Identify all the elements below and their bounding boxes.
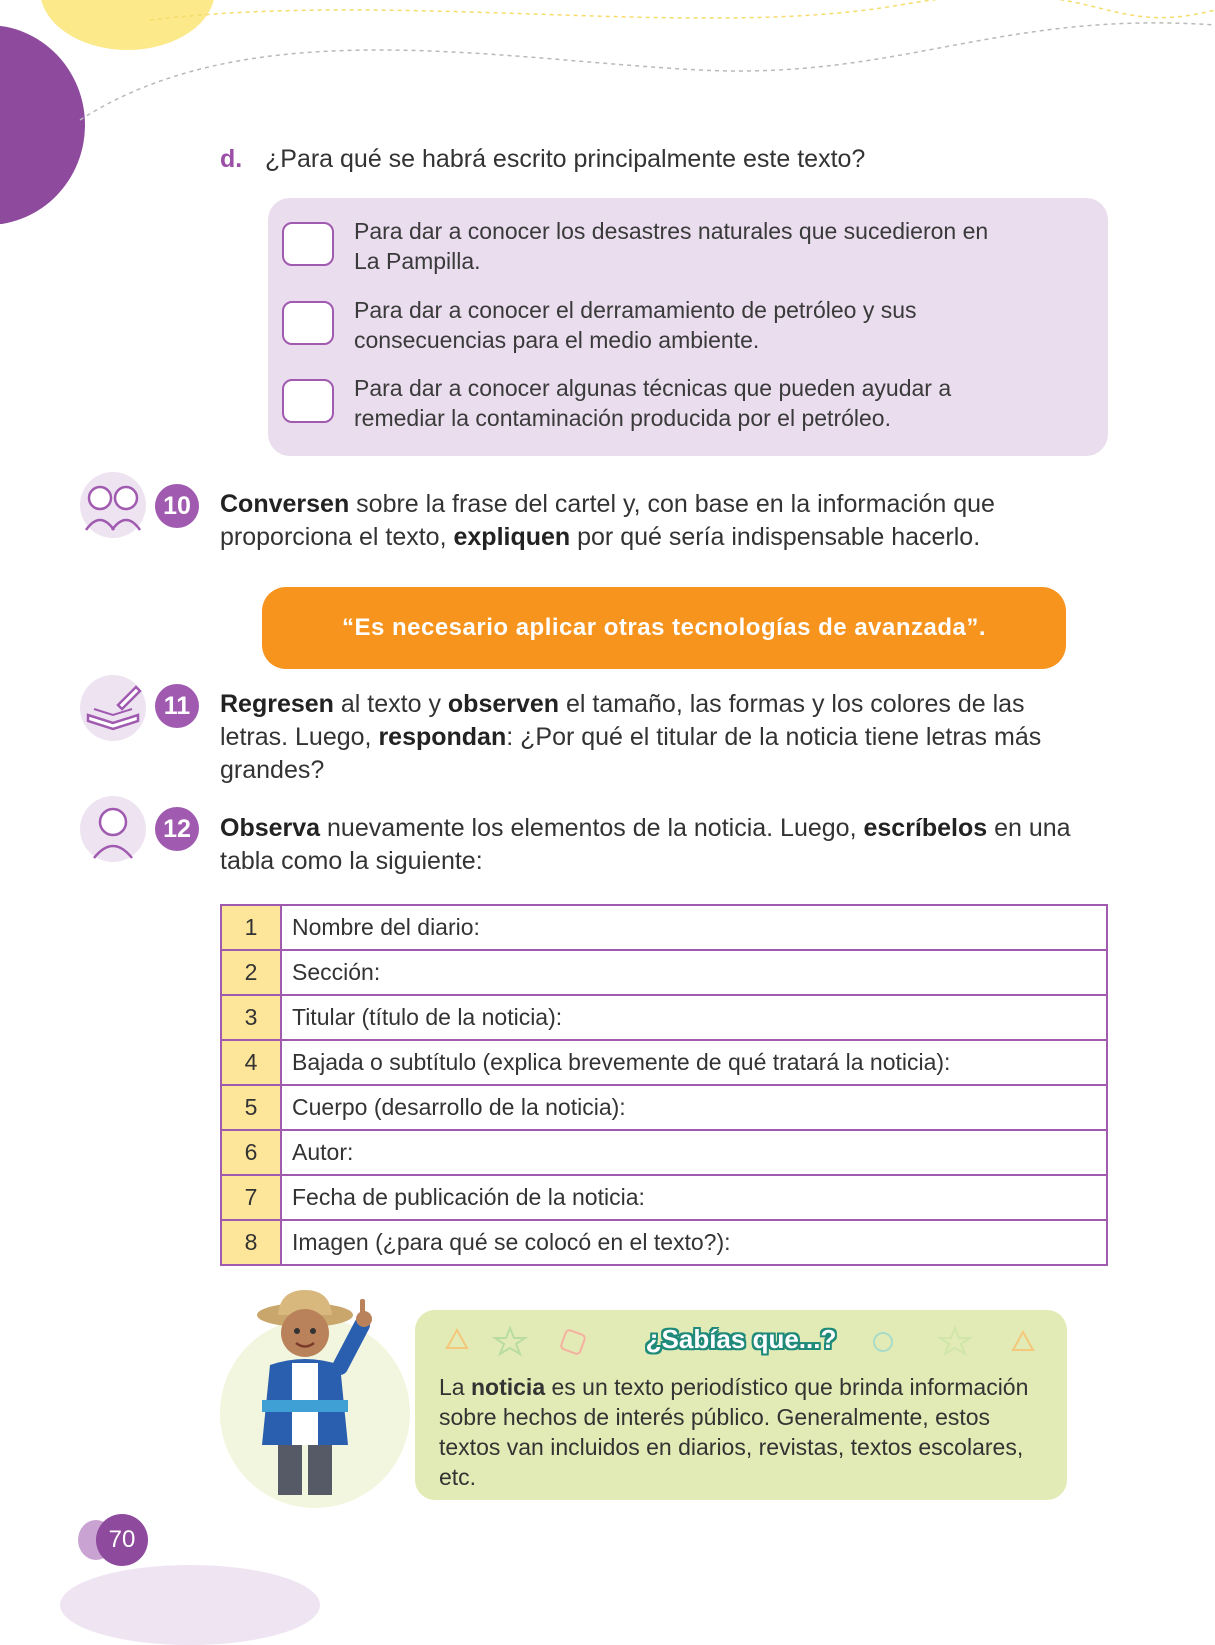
page-number: 70 (96, 1514, 148, 1566)
decor-dashed-curves (0, 0, 1215, 130)
table-row (221, 1220, 1107, 1265)
row-number: 1 (221, 905, 281, 950)
row-number: 7 (221, 1175, 281, 1220)
did-you-know-text: La noticia es un texto periodístico que brinda información sobre hechos de interés público. Generalmente, estos textos van incluidos en diarios, revistas, textos escolares, etc. (439, 1374, 1029, 1490)
table-row (221, 950, 1107, 995)
row-label[interactable]: Bajada o subtítulo (explica brevemente de qué tratará la noticia): (281, 1040, 1107, 1085)
individual-work-icon (80, 796, 146, 862)
table-row (221, 1040, 1107, 1085)
row-number: 3 (221, 995, 281, 1040)
activity-number-11: 11 (155, 684, 199, 728)
table-row (221, 1175, 1107, 1220)
activity-12-text: Observa nuevamente los elementos de la noticia. Luego, escríbelos en una tabla como la siguiente: (220, 814, 1071, 875)
checkbox-option-2[interactable] (282, 301, 334, 345)
option-2[interactable] (282, 295, 1082, 365)
question-text: ¿Para qué se habrá escrito principalmente este texto? (265, 145, 866, 173)
row-label[interactable]: Titular (título de la noticia): (281, 995, 1107, 1040)
row-number: 6 (221, 1130, 281, 1175)
row-number: 8 (221, 1220, 281, 1265)
did-you-know-box (415, 1310, 1067, 1500)
row-label[interactable]: Fecha de publicación de la noticia: (281, 1175, 1107, 1220)
checkbox-option-3[interactable] (282, 379, 334, 423)
row-label[interactable]: Imagen (¿para qué se colocó en el texto?): (281, 1220, 1107, 1265)
option-1-text: Para dar a conocer los desastres naturales que sucedieron en La Pampilla. (354, 218, 989, 274)
kid-illustration (240, 1285, 390, 1505)
row-label[interactable]: Cuerpo (desarrollo de la noticia): (281, 1085, 1107, 1130)
option-3-text: Para dar a conocer algunas técnicas que pueden ayudar a remediar la contaminación producida por el petróleo. (354, 375, 952, 431)
option-3[interactable] (282, 373, 1082, 443)
checkbox-option-1[interactable] (282, 222, 334, 266)
row-number: 4 (221, 1040, 281, 1085)
news-elements-table (220, 904, 1108, 1266)
option-1[interactable] (282, 216, 1082, 286)
pair-work-icon (80, 472, 146, 538)
activity-number-12: 12 (155, 807, 199, 851)
option-2-text: Para dar a conocer el derramamiento de petróleo y sus consecuencias para el medio ambiente. (354, 297, 917, 353)
row-label[interactable]: Sección: (281, 950, 1107, 995)
table-row (221, 1085, 1107, 1130)
table-row (221, 905, 1107, 950)
activity-11-text: Regresen al texto y observen el tamaño, las formas y los colores de las letras. Luego, respondan: ¿Por qué el titular de la noticia tiene letras más grandes? (220, 690, 1042, 784)
table-row (221, 1130, 1107, 1175)
row-number: 2 (221, 950, 281, 995)
did-you-know-title: ¿Sabías que...? (645, 1324, 837, 1354)
quote-banner: “Es necesario aplicar otras tecnologías de avanzada”. (262, 587, 1066, 669)
options-panel (268, 198, 1108, 456)
activity-number-10: 10 (155, 484, 199, 528)
book-pencil-icon (80, 675, 146, 741)
row-label[interactable]: Nombre del diario: (281, 905, 1107, 950)
row-label[interactable]: Autor: (281, 1130, 1107, 1175)
row-number: 5 (221, 1085, 281, 1130)
activity-10-text: Conversen sobre la frase del cartel y, con base en la información que proporciona el texto, expliquen por qué sería indispensable hacerlo. (220, 490, 995, 551)
question-letter: d. (220, 145, 243, 173)
decor-bottom-blob (60, 1565, 320, 1645)
table-row (221, 995, 1107, 1040)
